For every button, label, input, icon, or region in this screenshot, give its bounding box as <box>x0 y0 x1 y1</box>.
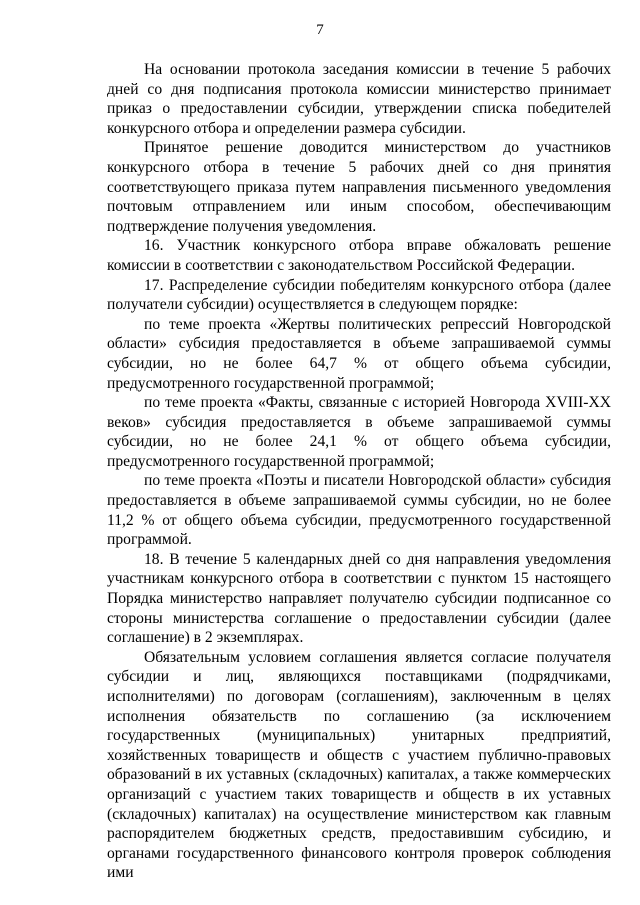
document-body <box>107 60 611 883</box>
paragraph-16-appeal: 16. Участник конкурсного отбора вправе обжаловать решение комиссии в соответствии с законодательством Российской Федерации. <box>107 237 611 274</box>
paragraph-17-distribution: 17. Распределение субсидии победителям конкурсного отбора (далее получатели субсидии) осуществляется в следующем порядке: <box>107 276 611 314</box>
paragraph-mandatory-condition: Обязательным условием соглашения является согласие получателя субсидии и лиц, являющихся поставщиками (подрядчиками, исполнителями) по договорам (соглашениям), заключенным в целях исполнения обязательств по соглашению (за исключением государственных (муниципальных) унитарных предприятий, хозяйственных товариществ и обществ с участием публично-правовых образований в их уставных (складочных) капиталах, а также коммерческих организаций с участием таких товариществ и обществ в их уставных (складочных) капиталах) на осуществление министерством как главным распорядителем бюджетных средств, предоставившим субсидию, и органами государственного финансового контроля проверок соблюдения ими <box>107 648 611 882</box>
paragraph-topic-repressions: по теме проекта «Жертвы политических репрессий Новгородской области» субсидия предоставляется в объеме запрашиваемой суммы субсидии, но не более 64,7 % от общего объема субсидии, предусмотренного государственной программой; <box>107 315 611 392</box>
paragraph-decision-notice: Принятое решение доводится министерством до участников конкурсного отбора в течение 5 рабочих дней со дня принятия соответствующего приказа путем направления письменного уведомления почтовым отправлением или иным способом, обеспечивающим подтверждение получения уведомления. <box>107 139 611 235</box>
paragraph-topic-novgorod-history: по теме проекта «Факты, связанные с историей Новгорода XVIII-XX веков» субсидия предоставляется в объеме запрашиваемой суммы субсидии, но не более 24,1 % от общего объема субсидии, предусмотренного государственной программой; <box>107 394 611 470</box>
paragraph-18-agreement: 18. В течение 5 календарных дней со дня направления уведомления участникам конкурсного отбора в соответствии с пунктом 15 настоящего Порядка министерство направляет получателю субсидии подписанное со стороны министерства соглашение о предоставлении субсидии (далее соглашение) в 2 экземплярах. <box>107 550 611 647</box>
page-number: 7 <box>316 22 324 38</box>
paragraph-topic-poets-writers: по теме проекта «Поэты и писатели Новгородской области» субсидия предоставляется в объеме запрашиваемой суммы субсидии, но не более 11,2 % от общего объема субсидии, предусмотренного государственной программой. <box>107 472 611 549</box>
paragraph-commission-order: На основании протокола заседания комиссии в течение 5 рабочих дней со дня подписания протокола комиссии министерство принимает приказ о предоставлении субсидии, утверждении списка победителей конкурсного отбора и определении размера субсидии. <box>107 61 611 137</box>
